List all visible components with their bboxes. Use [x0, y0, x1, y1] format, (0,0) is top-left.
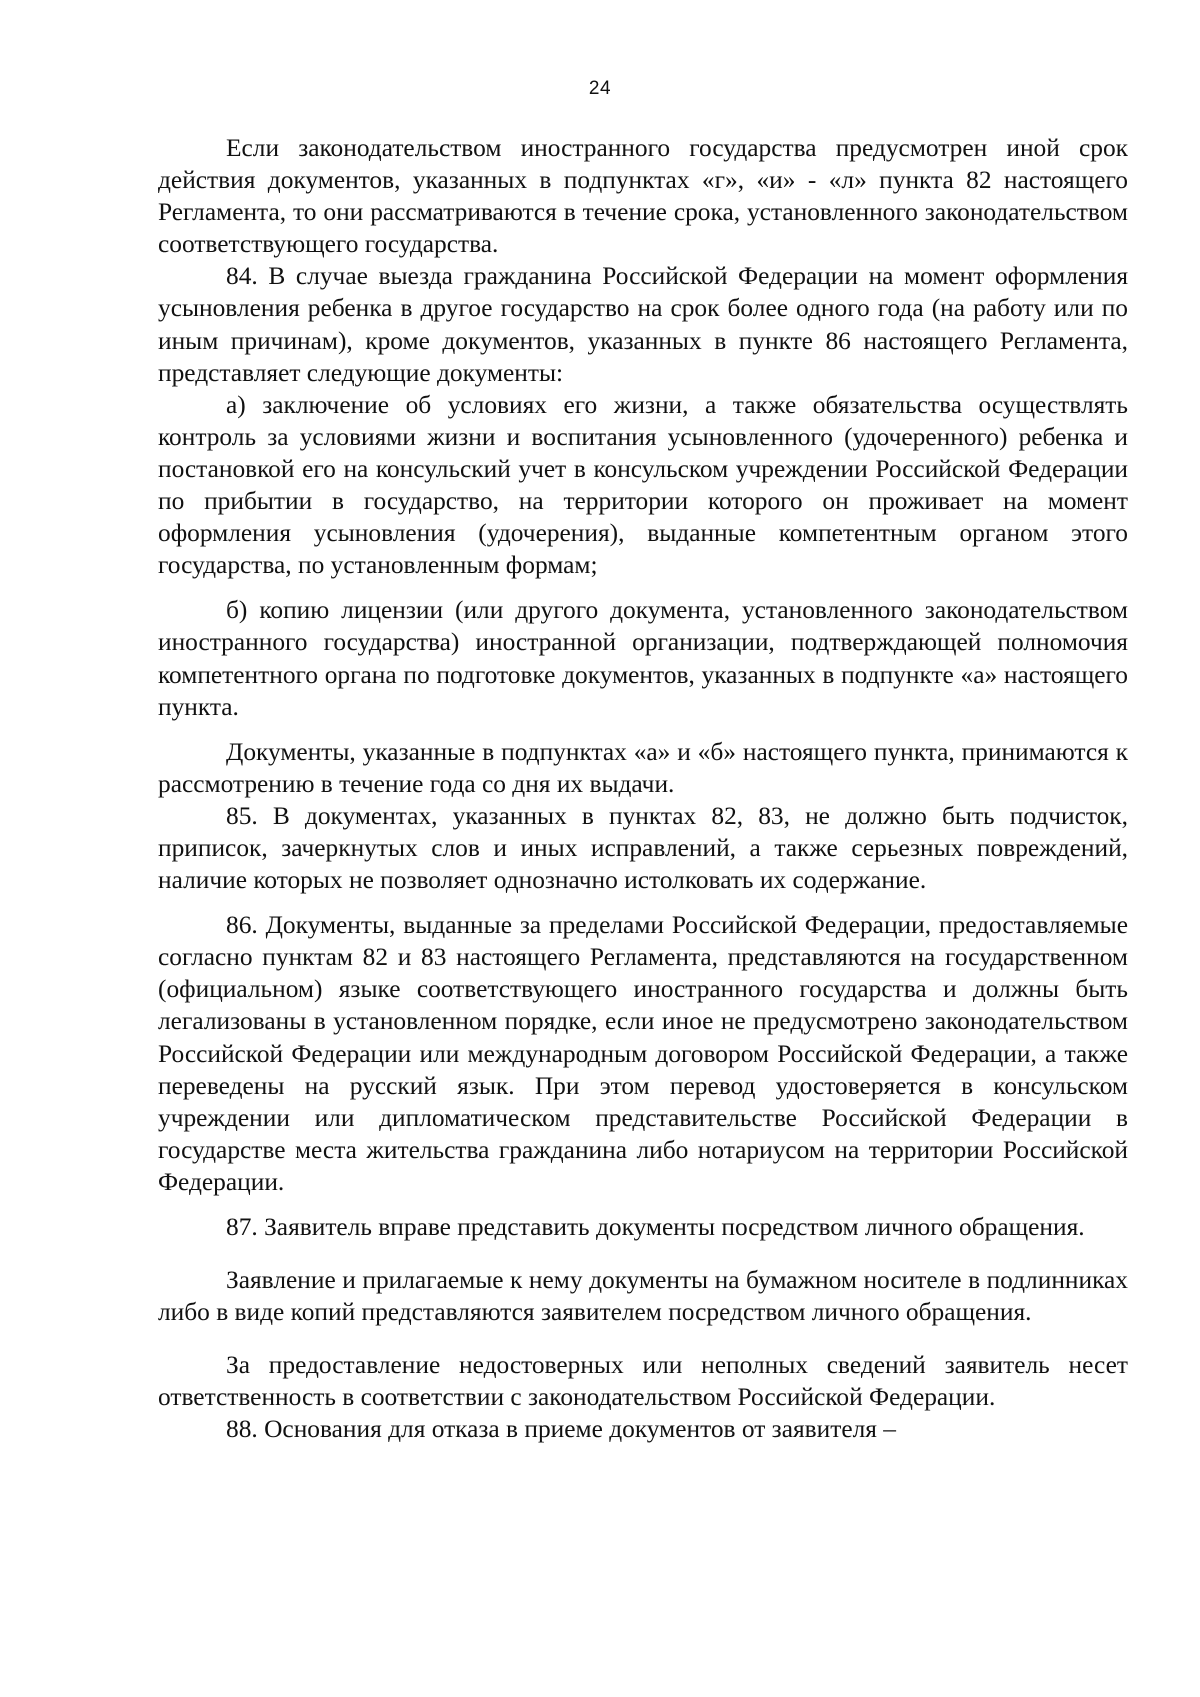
paragraph-84-a: а) заключение об условиях его жизни, а также обязательства осуществлять контроль за условиями жизни и воспитания усыновленного (удочеренного) ребенка и постановкой его на консульский учет в консульском учреждении Российской Федерации по прибытии в государство, на территории которого он проживает на момент оформления усыновления (удочерения), выданные компетентным органом этого государства, по установленным формам;: [158, 390, 1128, 580]
paragraph-84-validity: Документы, указанные в подпунктах «а» и «б» настоящего пункта, принимаются к рассмотрению в течение года со дня их выдачи.: [158, 737, 1128, 798]
paragraph-86: 86. Документы, выданные за пределами Российской Федерации, предоставляемые согласно пунктам 82 и 83 настоящего Регламента, представляются на государственном (официальном) языке соответствующего иностранного государства и должны быть легализованы в установленном порядке, если иное не предусмотрено законодательством Российской Федерации или международным договором Российской Федерации, а также переведены на русский язык. При этом перевод удостоверяется в консульском учреждении или дипломатическом представительстве Российской Федерации в государстве места жительства гражданина либо нотариусом на территории Российской Федерации.: [158, 911, 1128, 1196]
paragraph-85: 85. В документах, указанных в пунктах 82, 83, не должно быть подчисток, приписок, зачеркнутых слов и иных исправлений, а также серьезных повреждений, наличие которых не позволяет однозначно истолковать их содержание.: [158, 801, 1128, 895]
paragraph-88: 88. Основания для отказа в приеме документов от заявителя –: [226, 1415, 896, 1444]
paragraph-84-b: б) копию лицензии (или другого документа, установленного законодательством иностранного государства) иностранной организации, подтверждающей полномочия компетентного органа по подготовке документов, указанных в подпункте «а» настоящего пункта.: [158, 596, 1128, 721]
paragraph-87-application: Заявление и прилагаемые к нему документы на бумажном носителе в подлинниках либо в виде копий представляются заявителем посредством личного обращения.: [158, 1266, 1128, 1327]
page-number: 24: [588, 78, 612, 99]
paragraph-foreign-validity: Если законодательством иностранного государства предусмотрен иной срок действия документов, указанных в подпунктах «г», «и» - «л» пункта 82 настоящего Регламента, то они рассматриваются в течение срока, установленного законодательством соответствующего государства.: [158, 134, 1128, 259]
paragraph-87: 87. Заявитель вправе представить документы посредством личного обращения.: [226, 1213, 1085, 1241]
paragraph-87-responsibility: За предоставление недостоверных или неполных сведений заявитель несет ответственность в соответствии с законодательством Российской Федерации.: [158, 1351, 1128, 1412]
document-body: [158, 132, 1128, 1446]
paragraph-84: 84. В случае выезда гражданина Российской Федерации на момент оформления усыновления ребенка в другое государство на срок более одного года (на работу или по иным причинам), кроме документов, указанных в пункте 86 настоящего Регламента, представляет следующие документы:: [158, 262, 1128, 387]
